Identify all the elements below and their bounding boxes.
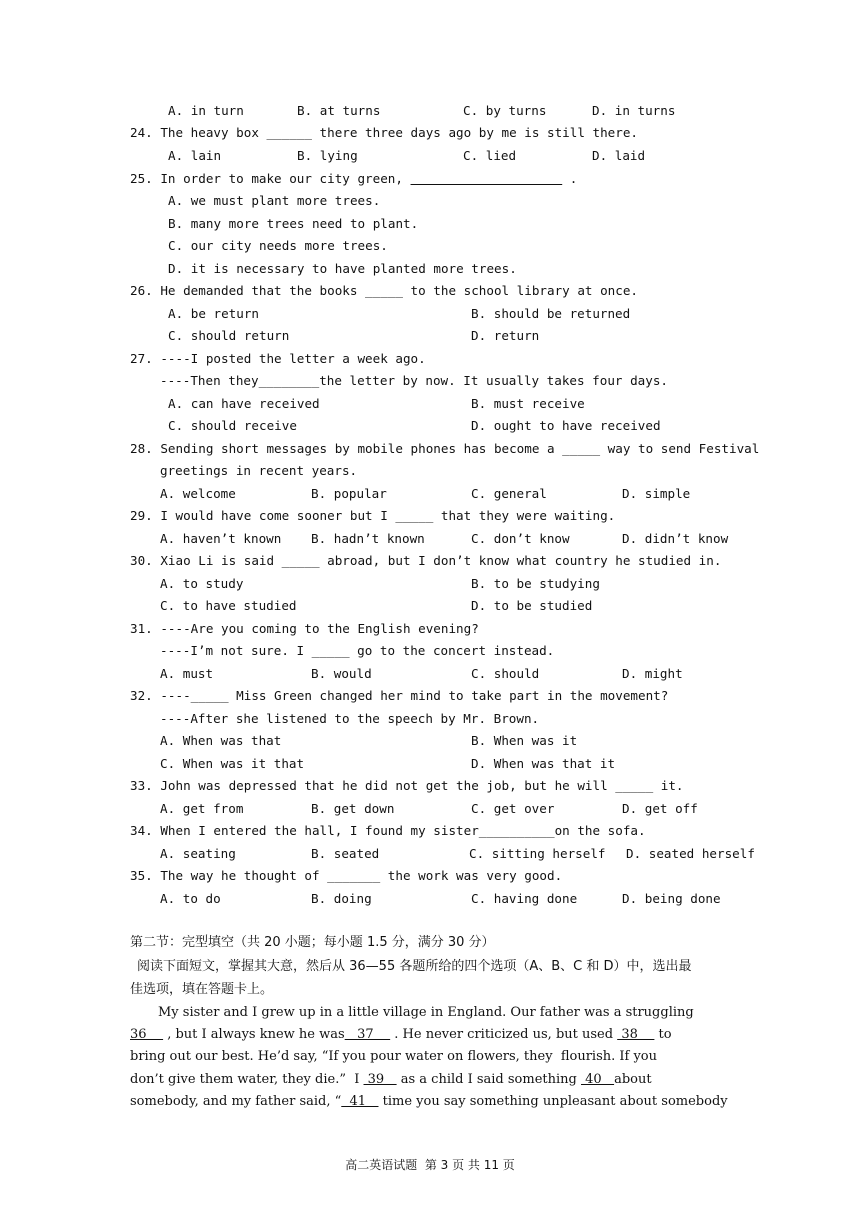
- q34-option-d: D. seated herself: [626, 846, 755, 861]
- q30-option-d: D. to be studied: [471, 598, 593, 613]
- blank-39: 39: [363, 1072, 397, 1087]
- q33-option-d: D. get off: [622, 801, 698, 816]
- passage-text: to: [654, 1027, 672, 1042]
- q31-option-b: B. would: [311, 666, 372, 681]
- q28-option-b: B. popular: [311, 486, 387, 501]
- q30-option-b: B. to be studying: [471, 576, 600, 591]
- passage-line-4: [130, 1072, 652, 1088]
- q32-option-c: C. When was it that: [160, 756, 305, 771]
- blank-41: 41: [341, 1094, 379, 1109]
- q31-option-a: A. must: [160, 666, 214, 681]
- q30-stem: 30. Xiao Li is said _____ abroad, but I don’t know what country he studied in.: [130, 553, 722, 568]
- q31-option-c: C. should: [471, 666, 540, 681]
- q31-option-d: D. might: [622, 666, 683, 681]
- q27-stem: 27. ----I posted the letter a week ago.: [130, 351, 426, 366]
- q29-stem: 29. I would have come sooner but I _____ that they were waiting.: [130, 508, 616, 523]
- blank-40: 40: [581, 1072, 615, 1087]
- q27-option-b: B. must receive: [471, 396, 585, 411]
- q35-option-d: D. being done: [622, 891, 721, 906]
- q28-option-c: C. general: [471, 486, 547, 501]
- q26-option-d: D. return: [471, 328, 540, 343]
- q26-option-c: C. should return: [168, 328, 290, 343]
- q23-option-b: B. at turns: [297, 103, 381, 118]
- blank-38: 38: [617, 1027, 655, 1042]
- passage-text: about: [614, 1072, 652, 1087]
- passage-text: somebody, and my father said, “: [130, 1094, 342, 1109]
- q35-option-c: C. having done: [471, 891, 578, 906]
- q32-option-a: A. When was that: [160, 733, 282, 748]
- q24-option-b: B. lying: [297, 148, 358, 163]
- q28-option-a: A. welcome: [160, 486, 236, 501]
- q29-option-c: C. don’t know: [471, 531, 570, 546]
- passage-text: as a child I said something: [396, 1072, 581, 1087]
- q34-option-c: C. sitting herself: [469, 846, 606, 861]
- q26-option-b: B. should be returned: [471, 306, 631, 321]
- blank-37: 37: [344, 1027, 391, 1042]
- passage-line-5: [130, 1094, 728, 1110]
- q34-stem: 34. When I entered the hall, I found my sister__________on the sofa.: [130, 823, 646, 838]
- q27-stem-reply: ----Then they________the letter by now. It usually takes four days.: [160, 373, 668, 388]
- q25-blank: [411, 171, 563, 186]
- q33-option-b: B. get down: [311, 801, 395, 816]
- q28-stem: 28. Sending short messages by mobile phones has become a _____ way to send Festival: [130, 441, 760, 456]
- q25-option-b: B. many more trees need to plant.: [168, 216, 419, 231]
- q25-option-a: A. we must plant more trees.: [168, 193, 381, 208]
- q25-option-d: D. it is necessary to have planted more trees.: [168, 261, 517, 276]
- passage-text: don’t give them water, they die.” I: [130, 1072, 364, 1087]
- q29-option-b: B. hadn’t known: [311, 531, 425, 546]
- q33-option-a: A. get from: [160, 801, 244, 816]
- q31-stem-reply: ----I’m not sure. I _____ go to the concert instead.: [160, 643, 555, 658]
- q30-option-a: A. to study: [160, 576, 244, 591]
- section-heading: 第二节：完型填空（共 20 小题；每小题 1.5 分，满分 30 分）: [130, 935, 495, 950]
- q26-stem: 26. He demanded that the books _____ to the school library at once.: [130, 283, 638, 298]
- q28-option-d: D. simple: [622, 486, 691, 501]
- q32-option-b: B. When was it: [471, 733, 578, 748]
- q33-stem: 33. John was depressed that he did not get the job, but he will _____ it.: [130, 778, 684, 793]
- q29-option-a: A. haven’t known: [160, 531, 282, 546]
- section-instructions-1: 阅读下面短文，掌握其大意，然后从 36—55 各题所给的四个选项（A、B、C 和 D）中，选出最: [137, 959, 692, 974]
- passage-text: time you say something unpleasant about somebody: [378, 1094, 728, 1109]
- q31-stem: 31. ----Are you coming to the English evening?: [130, 621, 479, 636]
- blank-36: 36: [130, 1027, 164, 1042]
- passage-text: . He never criticized us, but used: [390, 1027, 618, 1042]
- q24-option-a: A. lain: [168, 148, 222, 163]
- passage-text: , but I always knew he was: [163, 1027, 345, 1042]
- q32-stem: 32. ----_____ Miss Green changed her mind to take part in the movement?: [130, 688, 669, 703]
- q25-option-c: C. our city needs more trees.: [168, 238, 388, 253]
- passage-line-3: bring out our best. He’d say, “If you pour water on flowers, they flourish. If you: [130, 1049, 658, 1064]
- q23-option-c: C. by turns: [463, 103, 547, 118]
- q24-option-d: D. laid: [592, 148, 646, 163]
- q23-option-a: A. in turn: [168, 103, 244, 118]
- q26-option-a: A. be return: [168, 306, 259, 321]
- q35-stem: 35. The way he thought of _______ the work was very good.: [130, 868, 563, 883]
- page-footer: 高二英语试题 第 3 页 共 11 页: [345, 1158, 515, 1172]
- q27-option-a: A. can have received: [168, 396, 320, 411]
- passage-line-1: My sister and I grew up in a little village in England. Our father was a struggling: [158, 1005, 694, 1020]
- q27-option-d: D. ought to have received: [471, 418, 661, 433]
- q25-stem-end: .: [562, 171, 578, 186]
- q24-option-c: C. lied: [463, 148, 517, 163]
- q32-option-d: D. When was that it: [471, 756, 616, 771]
- q32-stem-reply: ----After she listened to the speech by Mr. Brown.: [160, 711, 540, 726]
- q25-stem-text: 25. In order to make our city green,: [130, 171, 411, 186]
- q28-stem-cont: greetings in recent years.: [160, 463, 358, 478]
- q25-stem: [130, 171, 577, 187]
- q29-option-d: D. didn’t know: [622, 531, 729, 546]
- section-instructions-2: 佳选项，填在答题卡上。: [130, 982, 274, 997]
- q30-option-c: C. to have studied: [160, 598, 297, 613]
- q34-option-b: B. seated: [311, 846, 380, 861]
- q23-option-d: D. in turns: [592, 103, 676, 118]
- passage-line-2: [130, 1027, 672, 1043]
- q33-option-c: C. get over: [471, 801, 555, 816]
- q34-option-a: A. seating: [160, 846, 236, 861]
- q24-stem: 24. The heavy box ______ there three days ago by me is still there.: [130, 125, 638, 140]
- q27-option-c: C. should receive: [168, 418, 297, 433]
- q35-option-b: B. doing: [311, 891, 372, 906]
- q35-option-a: A. to do: [160, 891, 221, 906]
